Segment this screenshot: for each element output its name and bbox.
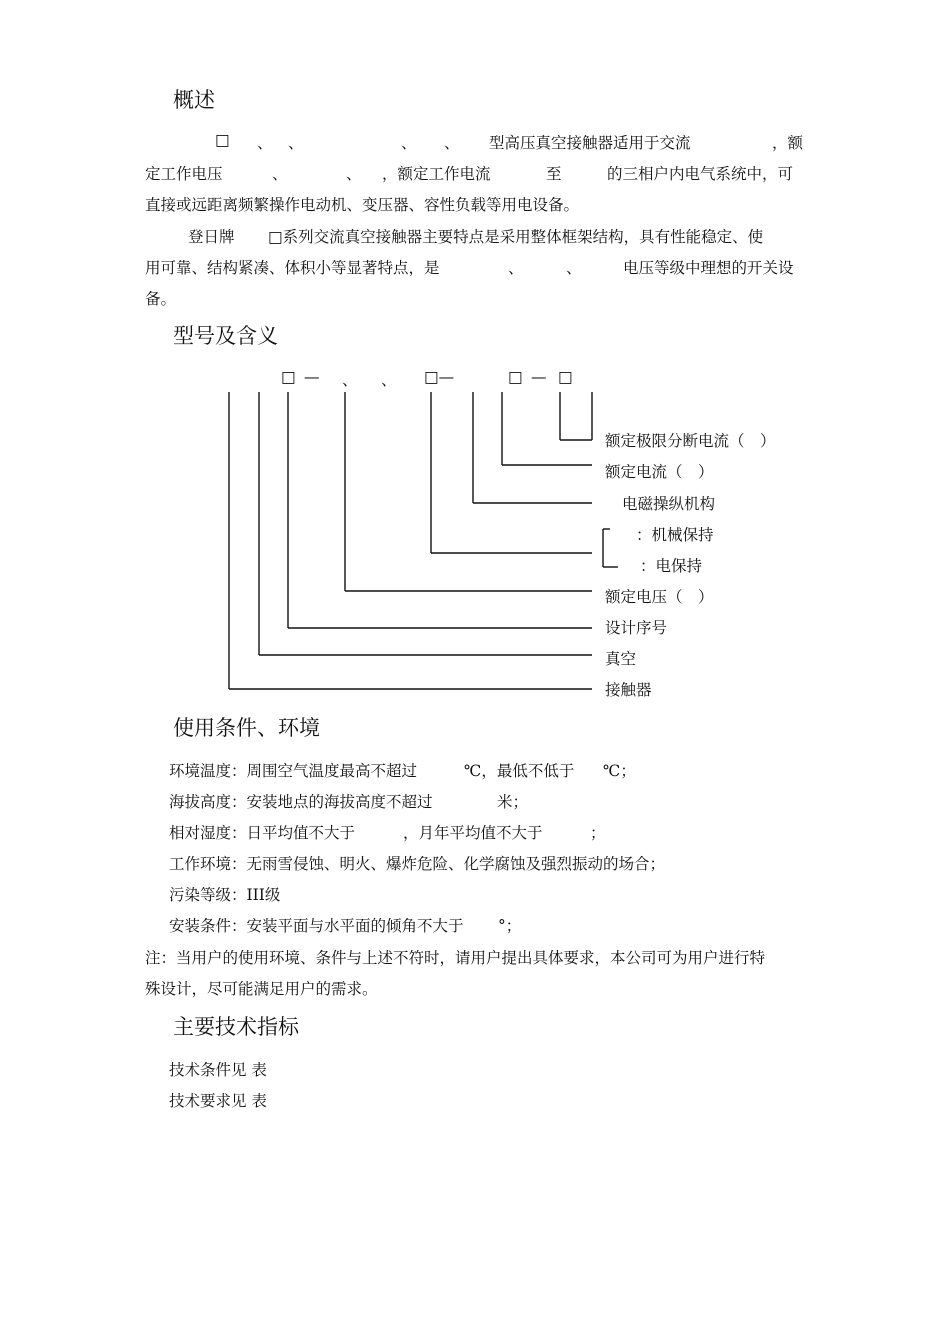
code-dash: — — [531, 368, 547, 386]
code-box: □ — [281, 368, 296, 386]
condition-altitude: 海拔高度：安装地点的海拔高度不超过 — [169, 793, 433, 811]
separator: 、 — [257, 134, 273, 152]
condition-install: 安装条件：安装平面与水平面的倾角不大于 — [169, 917, 464, 935]
separator: 、 — [401, 134, 417, 152]
separator: 、 — [566, 259, 582, 277]
spec-requirements-ref: 技术要求见 表 — [169, 1092, 267, 1110]
body-text: 电压等级中理想的开关设 — [623, 259, 794, 277]
body-text: 定工作电压 — [145, 165, 223, 183]
condition-humidity: 相对湿度：日平均值不大于 — [169, 824, 356, 842]
label-contactor: 接触器 — [605, 681, 652, 699]
condition-temperature: ℃； — [603, 762, 636, 780]
label-rated-voltage: 额定电压（ ） — [605, 588, 714, 606]
section-heading-model: 型号及含义 — [173, 324, 278, 348]
label-design-number: 设计序号 — [605, 619, 668, 637]
body-text: ，额 — [772, 134, 804, 152]
code-dash: — — [304, 368, 320, 386]
condition-temperature: 环境温度：周围空气温度最高不超过 — [169, 762, 418, 780]
section-heading-overview: 概述 — [173, 88, 215, 112]
code-separator: 、 — [342, 371, 358, 389]
body-text: □系列交流真空接触器主要特点是采用整体框架结构，具有性能稳定、使 — [268, 228, 764, 246]
condition-environment: 工作环境：无雨雪侵蚀、明火、爆炸危险、化学腐蚀及强烈振动的场合； — [169, 855, 666, 873]
code-box: □ — [558, 368, 573, 386]
separator: 、 — [508, 259, 524, 277]
code-box: □— — [424, 368, 455, 386]
label-breaking-current: 额定极限分断电流（ ） — [605, 432, 776, 450]
body-text: 备。 — [145, 290, 177, 308]
label-mechanical-latch: ：机械保持 — [636, 526, 714, 544]
separator: 、 — [444, 134, 460, 152]
section-heading-specs: 主要技术指标 — [173, 1015, 299, 1039]
code-separator: 、 — [381, 371, 397, 389]
condition-humidity: ； — [590, 824, 606, 842]
brand-name: 登日牌 — [188, 228, 235, 246]
body-text: ，额定工作电流 — [382, 165, 491, 183]
label-mechanism: 电磁操纵机构 — [622, 495, 716, 513]
section-heading-conditions: 使用条件、环境 — [173, 716, 320, 740]
condition-install: °； — [498, 917, 522, 935]
body-text: 直接或远距离频繁操作电动机、变压器、容性负载等用电设备。 — [145, 196, 580, 214]
condition-humidity: ，月年平均值不大于 — [403, 824, 543, 842]
code-box: □ — [508, 368, 523, 386]
body-text: 至 — [546, 165, 562, 183]
condition-temperature: ℃，最低不低于 — [464, 762, 575, 780]
label-electrical-latch: ：电保持 — [640, 557, 703, 575]
label-vacuum: 真空 — [605, 650, 637, 668]
separator: 、 — [288, 134, 304, 152]
label-rated-current: 额定电流（ ） — [605, 463, 714, 481]
model-placeholder-box: □ — [215, 131, 230, 149]
spec-conditions-ref: 技术条件见 表 — [169, 1061, 267, 1079]
body-text: 用可靠、结构紧凑、体积小等显著特点，是 — [145, 259, 440, 277]
condition-altitude: 米； — [497, 793, 529, 811]
separator: 、 — [346, 165, 362, 183]
body-text: 的三相户内电气系统中，可 — [607, 165, 794, 183]
condition-note: 注：当用户的使用环境、条件与上述不符时，请用户提出具体要求，本公司可为用户进行特 — [145, 949, 766, 967]
body-text: 型高压真空接触器适用于交流 — [489, 134, 691, 152]
separator: 、 — [272, 165, 288, 183]
condition-pollution: 污染等级：III级 — [169, 886, 281, 904]
condition-note: 殊设计，尽可能满足用户的需求。 — [145, 980, 378, 998]
